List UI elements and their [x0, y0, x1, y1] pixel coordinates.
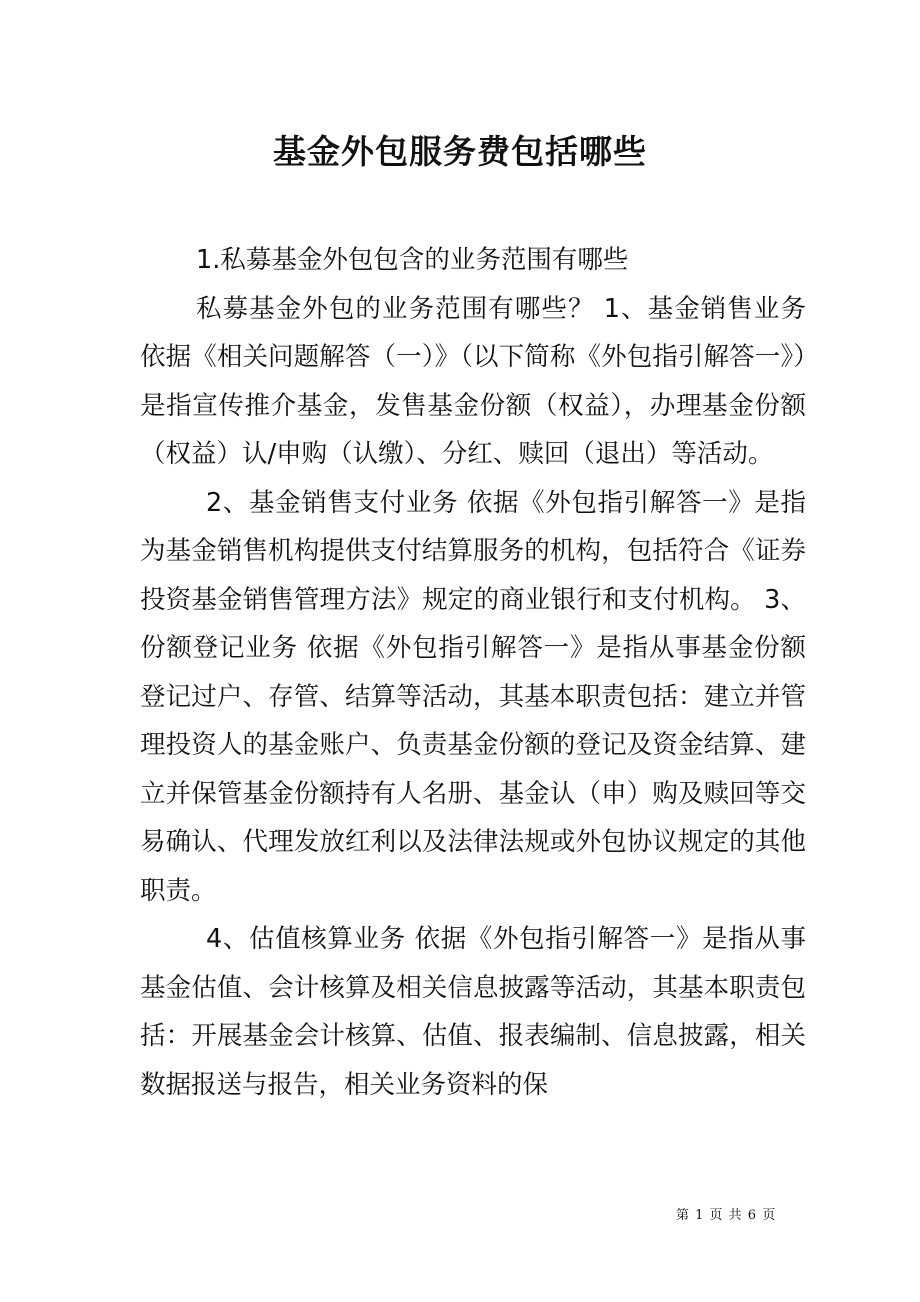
body-paragraph: 私募基金外包的业务范围有哪些？ 1、基金销售业务 依据《相关问题解答（一）》（以下简称《外包指引解答一》）是指宣传推介基金，发售基金份额（权益），办理基金份额（权益）认/申购（认缴）、分红、赎回（退出）等活动。 [140, 293, 806, 469]
body-paragraph: 2、基金销售支付业务 依据《外包指引解答一》是指为基金销售机构提供支付结算服务的机构，包括符合《证券投资基金销售管理方法》规定的商业银行和支付机构。 3、份额登记业务 依据《外包指引解答一》是指从事基金份额登记过户、存管、结算等活动，其基本职责包括：建立并管理投资人的基金账户、负责基金份额的登记及资金结算、建立并保管基金份额持有人名册、基金认（申）购及赎回等交易确认、代理发放红利以及法律法规或外包协议规定的其他职责。 [140, 487, 806, 906]
page-footer: 第 1 页 共 6 页 [676, 1208, 777, 1223]
document-title: 基金外包服务费包括哪些 [273, 132, 647, 171]
document-body [140, 236, 806, 1109]
body-paragraph: 4、估值核算业务 依据《外包指引解答一》是指从事基金估值、会计核算及相关信息披露等活动，其基本职责包括：开展基金会计核算、估值、报表编制、信息披露，相关数据报送与报告，相关业务资料的保 [140, 924, 806, 1100]
section-heading: 1.私募基金外包包含的业务范围有哪些 [196, 245, 629, 275]
